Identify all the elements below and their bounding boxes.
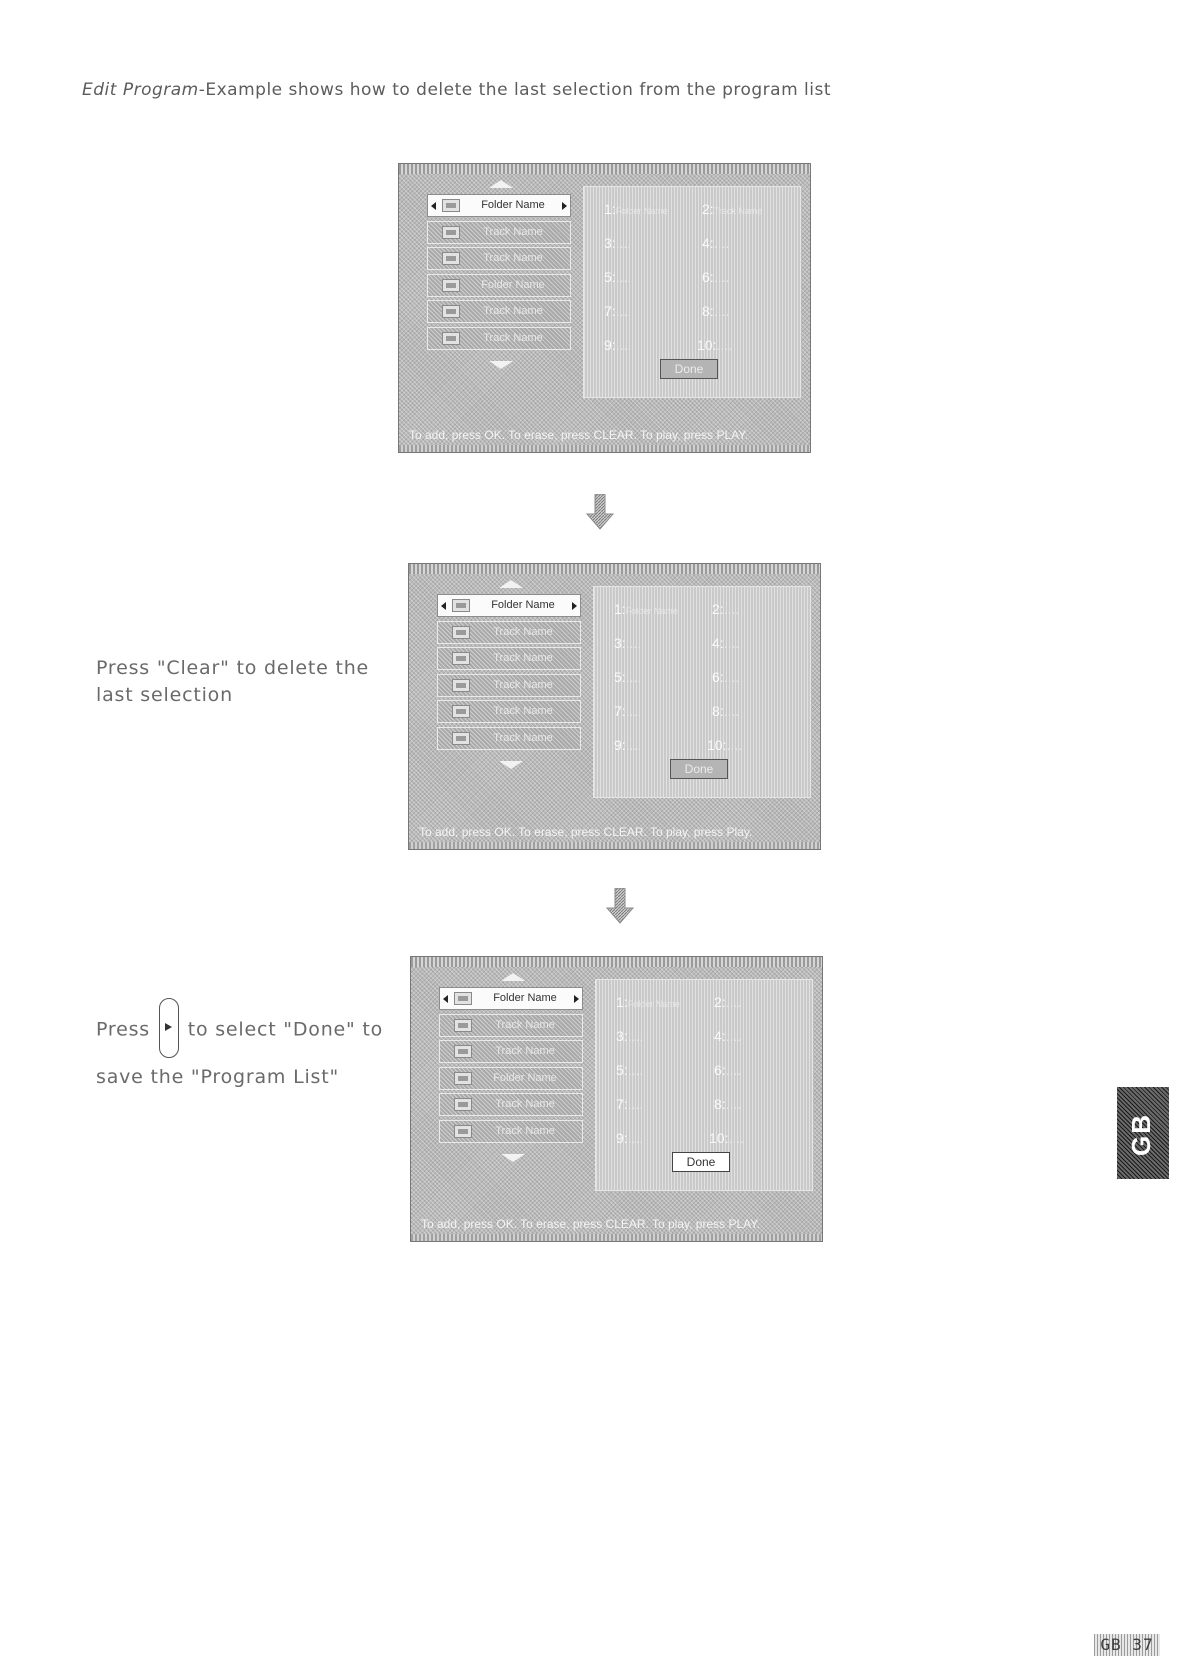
file-list-item[interactable] <box>437 727 581 750</box>
file-list-item[interactable] <box>427 221 571 244</box>
scroll-up-icon[interactable] <box>489 180 513 188</box>
program-slot-number: 5: <box>616 1062 628 1078</box>
program-slot-value: Folder Name <box>627 999 680 1009</box>
program-slot-value: .... <box>627 1130 644 1146</box>
folder-icon <box>452 599 470 612</box>
scroll-down-icon[interactable] <box>499 761 523 769</box>
program-slot-value: .... <box>725 994 742 1010</box>
program-slot-value: .... <box>615 337 632 353</box>
program-slot-10[interactable] <box>697 337 732 353</box>
file-list-item[interactable] <box>439 1120 583 1143</box>
file-icon <box>454 1019 472 1032</box>
program-slot-1[interactable] <box>614 601 678 617</box>
program-slot-number: 10: <box>707 737 727 753</box>
program-slot-7[interactable] <box>604 303 631 319</box>
step-done-line2: save the "Program List" <box>96 1066 340 1088</box>
intro-line <box>82 80 831 100</box>
program-slot-2[interactable] <box>712 601 739 617</box>
program-slot-value: .... <box>627 1062 644 1078</box>
program-slot-9[interactable] <box>614 737 641 753</box>
page-number: GB 37 <box>1094 1634 1160 1656</box>
program-slot-8[interactable] <box>714 1096 741 1112</box>
program-slot-number: 7: <box>616 1096 628 1112</box>
file-icon <box>454 1045 472 1058</box>
program-slot-1[interactable] <box>616 994 680 1010</box>
screen-bottom-band <box>399 445 810 452</box>
file-icon <box>452 732 470 745</box>
language-tab <box>1117 1087 1169 1179</box>
file-list-item-label: Track Name <box>483 252 543 264</box>
program-slot-8[interactable] <box>702 303 729 319</box>
file-icon <box>442 252 460 265</box>
program-slot-5[interactable] <box>614 669 641 685</box>
program-slot-number: 9: <box>604 337 616 353</box>
program-slot-9[interactable] <box>616 1130 643 1146</box>
screen-bottom-band <box>409 842 820 849</box>
program-slot-value: .... <box>723 635 740 651</box>
program-slot-2[interactable] <box>714 994 741 1010</box>
scroll-up-icon[interactable] <box>501 973 525 981</box>
program-slot-6[interactable] <box>702 269 729 285</box>
program-slot-value: Track Name <box>713 206 763 216</box>
file-icon <box>442 279 460 292</box>
done-button[interactable]: Done <box>660 359 718 379</box>
file-icon <box>442 305 460 318</box>
language-tab-label: GB <box>1126 1113 1156 1156</box>
program-slot-7[interactable] <box>616 1096 643 1112</box>
program-slot-value: .... <box>625 703 642 719</box>
file-list-item-label: Track Name <box>493 652 553 664</box>
file-icon <box>454 1125 472 1138</box>
program-slot-value: .... <box>713 303 730 319</box>
program-slot-value: .... <box>627 1028 644 1044</box>
program-slot-number: 10: <box>709 1130 729 1146</box>
file-list-item-label: Folder Name <box>481 278 545 291</box>
chevron-left-icon <box>431 202 436 210</box>
step-clear-text <box>96 655 376 709</box>
intro-text: -Example shows how to delete the last selection from the program list <box>198 80 832 100</box>
program-slot-number: 6: <box>714 1062 726 1078</box>
program-slot-value: .... <box>723 703 740 719</box>
program-slot-value: .... <box>713 235 730 251</box>
chevron-left-icon <box>443 995 448 1003</box>
program-slot-number: 7: <box>614 703 626 719</box>
program-slot-number: 1: <box>614 601 626 617</box>
program-slot-1[interactable] <box>604 201 668 217</box>
file-list-item[interactable] <box>439 1014 583 1037</box>
program-slot-number: 8: <box>702 303 714 319</box>
file-list-item[interactable] <box>439 1093 583 1116</box>
file-icon <box>452 652 470 665</box>
file-icon <box>454 1098 472 1111</box>
right-arrow-key-icon <box>159 998 179 1058</box>
file-list-item[interactable] <box>439 1040 583 1063</box>
screen-hint-text: To add, press OK. To erase, press CLEAR. To play, press Play. <box>419 825 753 839</box>
program-slot-10[interactable] <box>709 1130 744 1146</box>
program-slot-number: 9: <box>614 737 626 753</box>
program-slot-3[interactable] <box>616 1028 643 1044</box>
chevron-right-icon <box>562 202 567 210</box>
file-icon <box>452 679 470 692</box>
screen-hint-text: To add, press OK. To erase, press CLEAR. To play, press PLAY. <box>409 428 749 442</box>
file-browser <box>427 194 571 353</box>
program-list-panel <box>593 586 811 798</box>
file-list-item[interactable] <box>427 327 571 350</box>
program-slot-value: .... <box>615 269 632 285</box>
file-list-item-label: Track Name <box>493 625 553 638</box>
program-slot-value: .... <box>615 235 632 251</box>
down-arrow-icon <box>606 888 634 924</box>
program-slot-number: 9: <box>616 1130 628 1146</box>
file-icon <box>452 626 470 639</box>
scroll-up-icon[interactable] <box>499 580 523 588</box>
program-slot-7[interactable] <box>614 703 641 719</box>
file-list-item-label: Folder Name <box>491 599 555 611</box>
program-slot-value: .... <box>627 1096 644 1112</box>
program-slot-number: 3: <box>614 635 626 651</box>
program-slot-number: 6: <box>702 269 714 285</box>
program-slot-value: .... <box>725 1028 742 1044</box>
program-slot-6[interactable] <box>714 1062 741 1078</box>
chevron-right-icon <box>574 995 579 1003</box>
file-list-item[interactable] <box>437 700 581 723</box>
program-slot-number: 7: <box>604 303 616 319</box>
osd-screen-1 <box>398 163 811 453</box>
file-list-item[interactable] <box>437 594 581 617</box>
program-slot-2[interactable] <box>702 201 762 217</box>
program-slot-value: .... <box>615 303 632 319</box>
file-list-item-label: Track Name <box>495 1124 555 1137</box>
program-slot-value: .... <box>723 601 740 617</box>
file-list-item-label: Folder Name <box>493 992 557 1004</box>
file-list-item-label: Track Name <box>493 678 553 691</box>
program-slot-number: 8: <box>712 703 724 719</box>
program-slot-4[interactable] <box>702 235 729 251</box>
file-icon <box>454 1072 472 1085</box>
file-list-item-label: Track Name <box>483 331 543 344</box>
program-slot-5[interactable] <box>604 269 631 285</box>
program-slot-3[interactable] <box>604 235 631 251</box>
scroll-down-icon[interactable] <box>501 1154 525 1162</box>
file-icon <box>452 705 470 718</box>
file-browser <box>437 594 581 753</box>
program-slot-number: 10: <box>697 337 717 353</box>
program-slot-4[interactable] <box>712 635 739 651</box>
file-list-item-label: Track Name <box>483 305 543 317</box>
file-list-item[interactable] <box>427 274 571 297</box>
chevron-left-icon <box>441 602 446 610</box>
program-slot-number: 5: <box>614 669 626 685</box>
done-button[interactable]: Done <box>670 759 728 779</box>
program-slot-value: Folder Name <box>625 606 678 616</box>
program-slot-number: 4: <box>712 635 724 651</box>
file-list-item-label: Folder Name <box>493 1071 557 1084</box>
program-slot-6[interactable] <box>712 669 739 685</box>
program-slot-number: 4: <box>714 1028 726 1044</box>
step-clear-label: Press "Clear" to delete the last selection <box>96 657 370 706</box>
program-slot-9[interactable] <box>604 337 631 353</box>
file-icon <box>442 226 460 239</box>
program-slot-number: 1: <box>616 994 628 1010</box>
file-list-item-label: Track Name <box>495 1045 555 1057</box>
program-slot-number: 2: <box>702 201 714 217</box>
file-list-item[interactable] <box>427 194 571 217</box>
done-button[interactable]: Done <box>672 1152 730 1172</box>
file-list-item[interactable] <box>427 247 571 270</box>
program-slot-value: .... <box>716 337 733 353</box>
program-slot-value: .... <box>728 1130 745 1146</box>
program-slot-3[interactable] <box>614 635 641 651</box>
program-list-panel <box>583 186 801 398</box>
program-slot-number: 3: <box>604 235 616 251</box>
osd-screen-3 <box>410 956 823 1242</box>
file-browser <box>439 987 583 1146</box>
file-icon <box>442 332 460 345</box>
program-slot-value: .... <box>725 1096 742 1112</box>
file-list-item-label: Track Name <box>493 731 553 744</box>
step-done-text <box>96 1000 396 1091</box>
program-slot-value: .... <box>723 669 740 685</box>
program-slot-number: 1: <box>604 201 616 217</box>
step-done-suffix: to select "Done" to <box>187 1018 384 1041</box>
program-slot-8[interactable] <box>712 703 739 719</box>
screen-top-band <box>409 564 820 574</box>
chevron-right-icon <box>572 602 577 610</box>
program-slot-value: .... <box>725 1062 742 1078</box>
program-slot-number: 2: <box>712 601 724 617</box>
program-slot-4[interactable] <box>714 1028 741 1044</box>
step-done-line1 <box>96 1000 396 1060</box>
file-list-item[interactable] <box>437 647 581 670</box>
file-list-item-label: Track Name <box>483 225 543 238</box>
file-list-item[interactable] <box>439 987 583 1010</box>
file-list-item[interactable] <box>437 621 581 644</box>
program-slot-number: 5: <box>604 269 616 285</box>
folder-icon <box>454 992 472 1005</box>
screen-top-band <box>399 164 810 174</box>
osd-screen-2 <box>408 563 821 850</box>
file-list-item-label: Folder Name <box>481 199 545 211</box>
program-slot-value: .... <box>625 737 642 753</box>
program-slot-number: 8: <box>714 1096 726 1112</box>
down-arrow-icon <box>586 494 614 530</box>
program-slot-number: 4: <box>702 235 714 251</box>
program-slot-number: 3: <box>616 1028 628 1044</box>
program-slot-value: .... <box>625 669 642 685</box>
program-slot-number: 6: <box>712 669 724 685</box>
folder-icon <box>442 199 460 212</box>
screen-bottom-band <box>411 1234 822 1241</box>
intro-title: Edit Program <box>82 80 199 100</box>
program-slot-value: .... <box>625 635 642 651</box>
file-list-item[interactable] <box>427 300 571 323</box>
file-list-item[interactable] <box>439 1067 583 1090</box>
file-list-item[interactable] <box>437 674 581 697</box>
file-list-item-label: Track Name <box>493 705 553 717</box>
step-done-prefix: Press <box>96 1018 151 1041</box>
program-slot-value: .... <box>726 737 743 753</box>
program-list-panel <box>595 979 813 1191</box>
program-slot-10[interactable] <box>707 737 742 753</box>
scroll-down-icon[interactable] <box>489 361 513 369</box>
screen-hint-text: To add, press OK. To erase, press CLEAR. To play, press PLAY. <box>421 1217 761 1231</box>
file-list-item-label: Track Name <box>495 1018 555 1031</box>
program-slot-value: Folder Name <box>615 206 668 216</box>
file-list-item-label: Track Name <box>495 1098 555 1110</box>
screen-top-band <box>411 957 822 967</box>
program-slot-number: 2: <box>714 994 726 1010</box>
program-slot-value: .... <box>713 269 730 285</box>
program-slot-5[interactable] <box>616 1062 643 1078</box>
